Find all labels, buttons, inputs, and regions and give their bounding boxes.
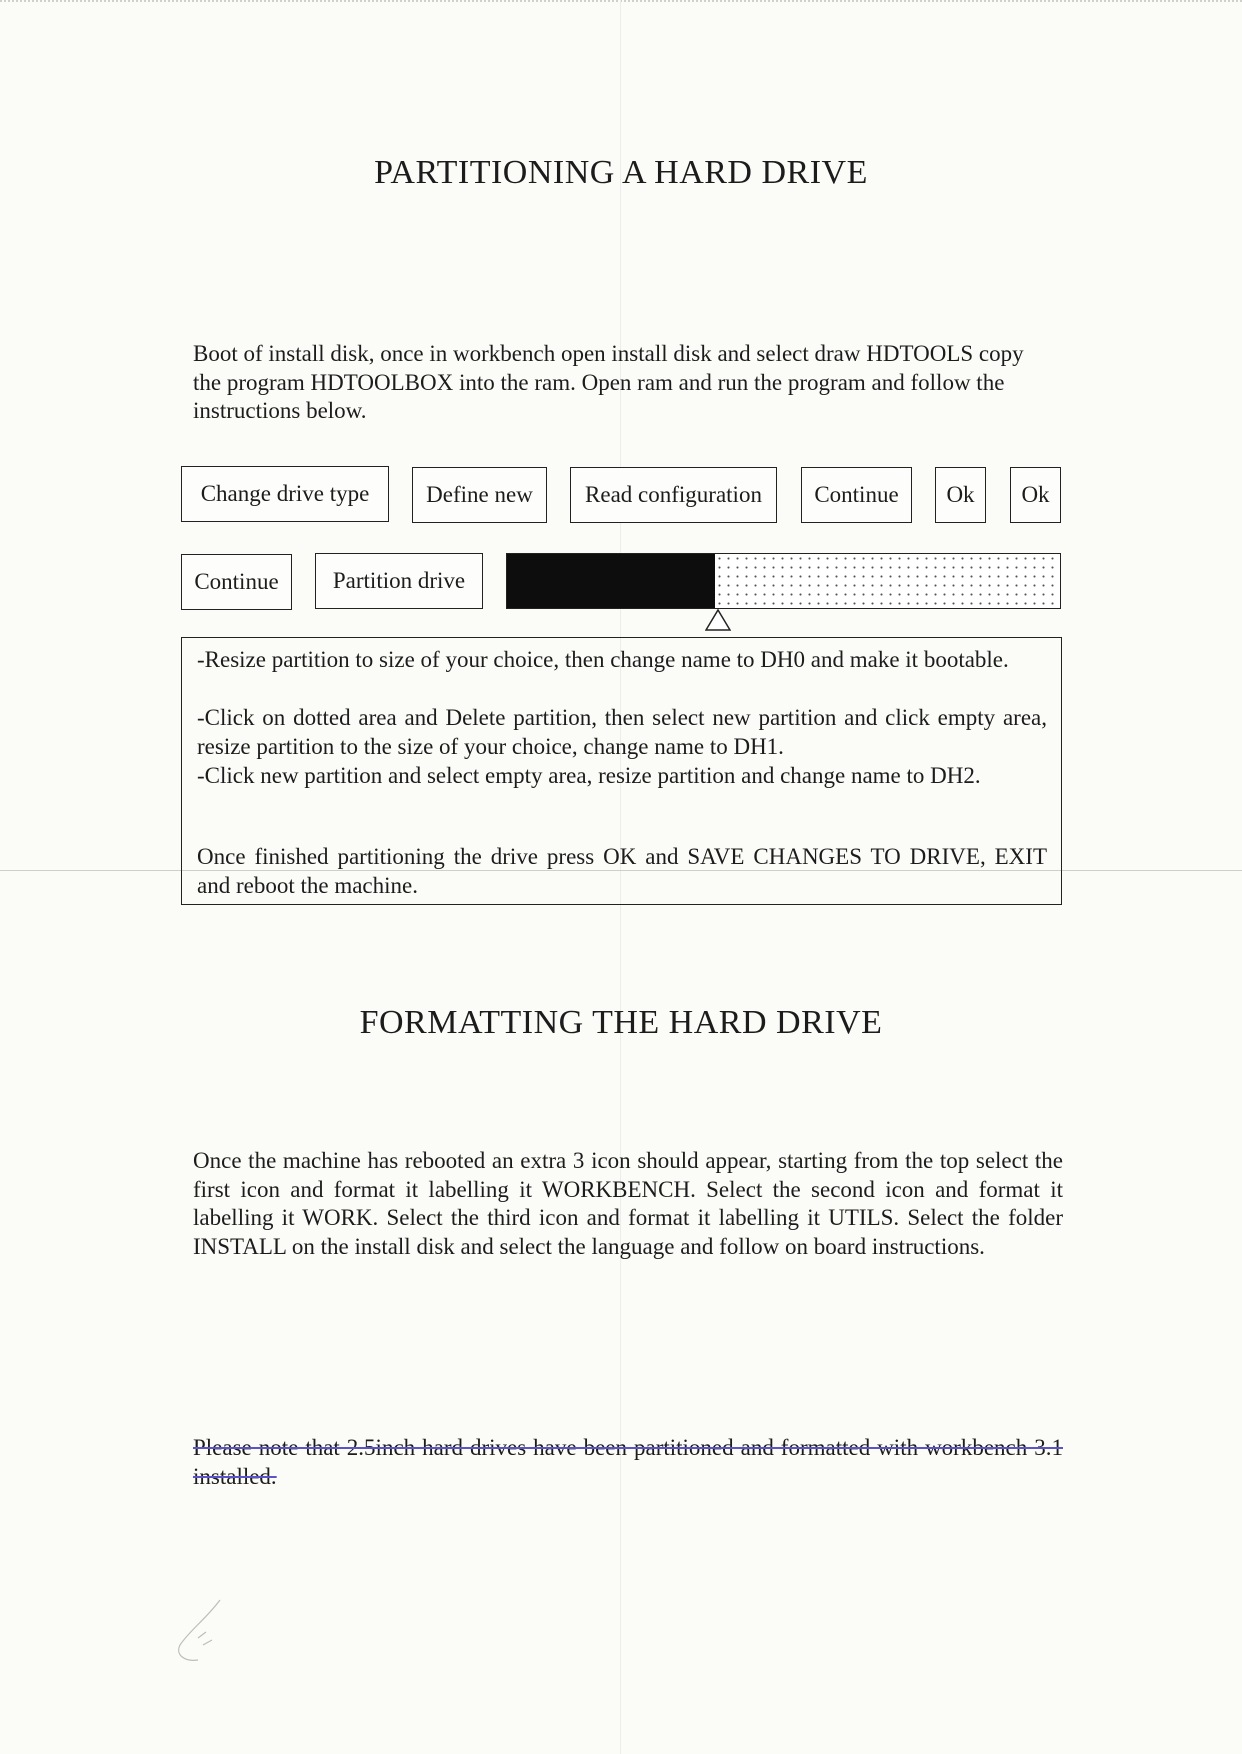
pencil-scribble-icon	[170, 1590, 240, 1670]
instruction-step-2: -Click on dotted area and Delete partition, then select new partition and click empty area, resize partition to the size of your choice, change name to DH1.	[197, 705, 1047, 759]
ok-button-1[interactable]: Ok	[935, 467, 986, 523]
partitioning-title: PARTITIONING A HARD DRIVE	[374, 154, 868, 191]
partition-bar[interactable]	[506, 553, 1061, 609]
formatting-body: Once the machine has rebooted an extra 3 icon should appear, starting from the top select the first icon and format it labelling it WORKBENCH. Select the second icon and format it labelling it WORK. Select the third icon and format it labelling it UTILS. Select the folder INSTALL on the install disk and select the language and follow on board instructions.	[193, 1148, 1063, 1259]
define-new-button[interactable]: Define new	[412, 467, 547, 523]
continue-button-1[interactable]: Continue	[801, 467, 912, 523]
partition-marker-triangle-icon[interactable]	[705, 609, 731, 631]
partition-filled-segment[interactable]	[507, 554, 715, 608]
instruction-step-3: -Click new partition and select empty area, resize partition and change name to DH2.	[197, 763, 981, 788]
instruction-step-1: -Resize partition to size of your choice, then change name to DH0 and make it bootable.	[197, 647, 1009, 672]
partition-drive-button[interactable]: Partition drive	[315, 553, 483, 609]
ok-button-2[interactable]: Ok	[1010, 467, 1061, 523]
partitioning-intro: Boot of install disk, once in workbench open install disk and select draw HDTOOLS copy the program HDTOOLBOX into the ram. Open ram and run the program and follow the instructions below.	[193, 341, 1024, 423]
formatting-title: FORMATTING THE HARD DRIVE	[359, 1004, 883, 1041]
continue-button-2[interactable]: Continue	[181, 554, 292, 610]
struck-through-note: Please note that 2.5inch hard drives have been partitioned and formatted with workbench 3.1 installed.	[193, 1435, 1063, 1489]
instruction-finish: Once finished partitioning the drive press OK and SAVE CHANGES TO DRIVE, EXIT and reboot the machine.	[197, 844, 1047, 898]
change-drive-type-button[interactable]: Change drive type	[181, 466, 389, 522]
page-top-edge	[0, 0, 1242, 4]
read-configuration-button[interactable]: Read configuration	[570, 467, 777, 523]
partition-dotted-segment[interactable]	[715, 554, 1060, 608]
